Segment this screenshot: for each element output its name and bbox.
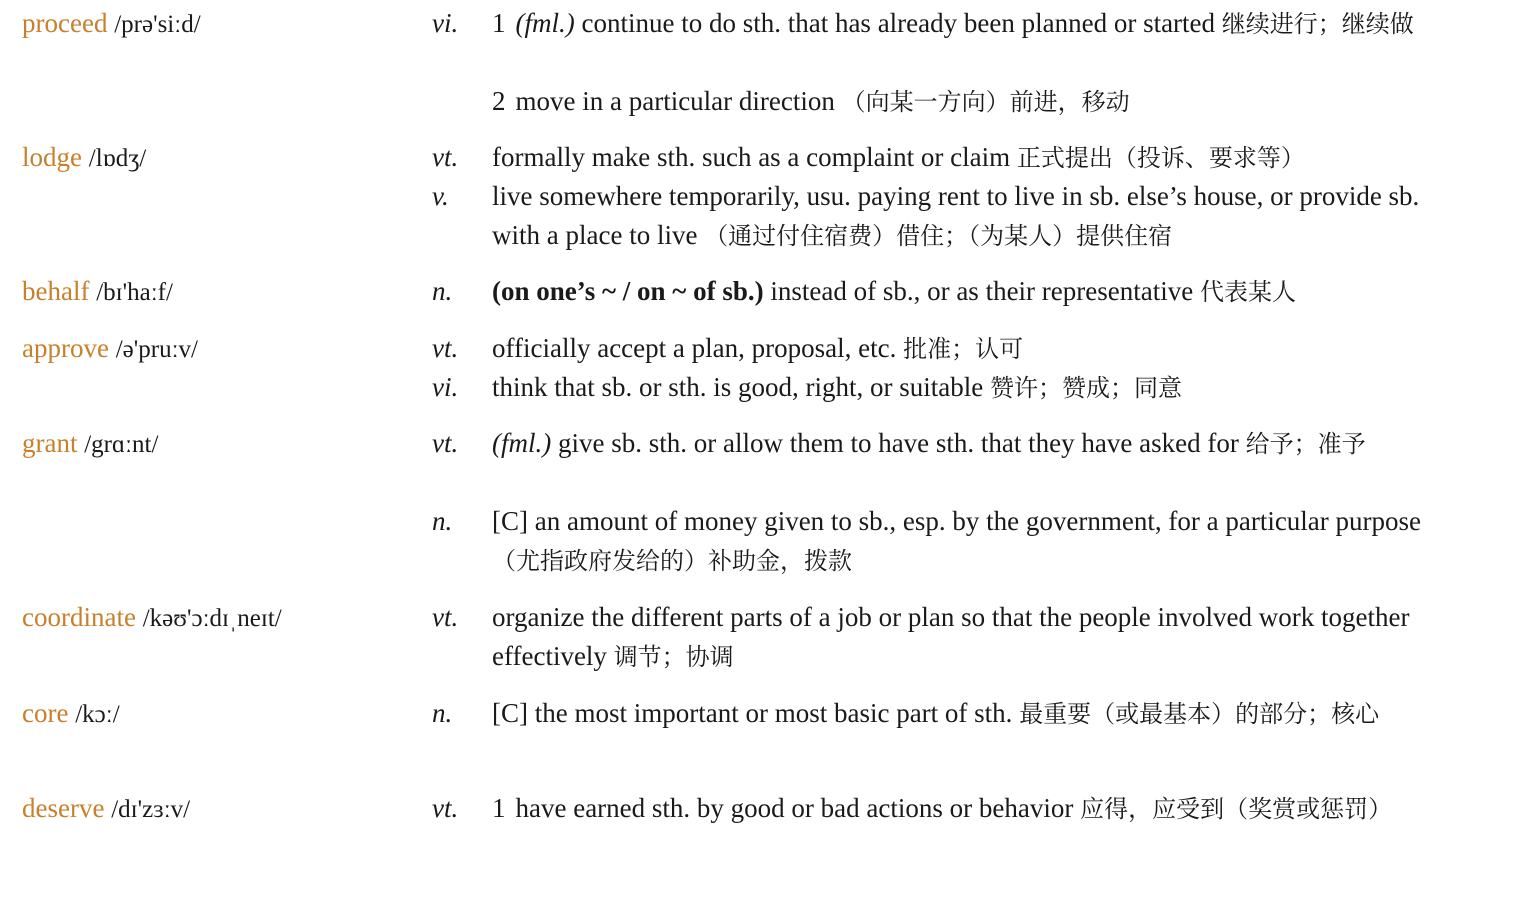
- definition-text: move in a particular direction: [515, 86, 842, 116]
- sense-number: 1: [492, 793, 506, 823]
- definition-text: instead of sb., or as their representative: [763, 276, 1200, 306]
- part-of-speech: vt.: [432, 793, 459, 823]
- chinese-gloss: 给予；准予: [1245, 430, 1366, 458]
- phonetic: /lɒdʒ/: [88, 145, 147, 172]
- definition-text: organize the different parts of a job or plan so that the people involved work together effectively: [492, 602, 1410, 671]
- headword-line: [22, 138, 146, 178]
- definition-text: give sb. sth. or allow them to have sth. that they have asked for: [551, 428, 1246, 458]
- definition: [492, 82, 1457, 122]
- chinese-gloss: 正式提出（投诉、要求等）: [1016, 144, 1305, 172]
- usage-label: (fml.): [492, 428, 552, 458]
- definition: [492, 502, 1457, 581]
- headword: coordinate: [22, 602, 136, 632]
- definition: [492, 368, 1457, 408]
- part-of-speech: vt.: [432, 142, 459, 172]
- part-of-speech: v.: [432, 181, 449, 211]
- definition-text: have earned sth. by good or bad actions or behavior: [515, 793, 1081, 823]
- headword: proceed: [22, 8, 108, 38]
- part-of-speech: vi.: [432, 372, 459, 402]
- chinese-gloss: （向某一方向）前进，移动: [841, 88, 1130, 116]
- headword-line: [22, 329, 198, 369]
- headword-line: [22, 789, 190, 829]
- definition-text: [C] an amount of money given to sb., esp. by the government, for a particular purpose: [492, 506, 1422, 536]
- headword-line: [22, 598, 282, 638]
- part-of-speech: n.: [432, 276, 453, 306]
- part-of-speech: vt.: [432, 333, 459, 363]
- definition-text: officially accept a plan, proposal, etc.: [492, 333, 904, 363]
- part-of-speech: vt.: [432, 602, 459, 632]
- chinese-gloss: 应得，应受到（奖赏或惩罚）: [1080, 795, 1393, 823]
- sense-number: 2: [492, 86, 506, 116]
- chinese-gloss: （通过付住宿费）借住；（为某人）提供住宿: [704, 222, 1173, 250]
- definition-text: think that sb. or sth. is good, right, or suitable: [492, 372, 990, 402]
- definition: [492, 424, 1457, 464]
- chinese-gloss: 调节；协调: [613, 643, 734, 671]
- phonetic: /grɑːnt/: [84, 431, 159, 458]
- phonetic: /kəʊ'ɔːdɪˌneɪt/: [142, 605, 282, 632]
- definition-text: [C] the most important or most basic part of sth.: [492, 698, 1020, 728]
- part-of-speech: vt.: [432, 428, 459, 458]
- headword-line: [22, 4, 201, 44]
- definition: [492, 4, 1457, 44]
- chinese-gloss: 代表某人: [1199, 278, 1296, 306]
- definition: [492, 789, 1457, 829]
- definition-text: formally make sth. such as a complaint or claim: [492, 142, 1017, 172]
- definition: [492, 272, 1457, 312]
- usage-label: (fml.): [515, 8, 575, 38]
- definition: [492, 598, 1457, 677]
- part-of-speech: vi.: [432, 8, 459, 38]
- headword-line: [22, 694, 120, 734]
- headword: lodge: [22, 142, 82, 172]
- definition: [492, 329, 1457, 369]
- chinese-gloss: 最重要（或最基本）的部分；核心: [1019, 700, 1380, 728]
- headword: core: [22, 698, 69, 728]
- headword-line: [22, 272, 173, 312]
- chinese-gloss: 批准；认可: [903, 335, 1024, 363]
- phonetic: /kɔː/: [75, 701, 120, 728]
- phonetic: /prə'siːd/: [114, 11, 201, 38]
- definition-text: live somewhere temporarily, usu. paying rent to live in sb. else’s house, or provide sb. with a place to live: [492, 181, 1420, 250]
- chinese-gloss: 继续进行；继续做: [1221, 10, 1414, 38]
- definition: [492, 694, 1457, 734]
- phonetic: /dɪ'zɜːv/: [111, 796, 191, 823]
- headword: deserve: [22, 793, 105, 823]
- chinese-gloss: （尤指政府发给的）补助金，拨款: [492, 547, 852, 575]
- chinese-gloss: 赞许；赞成；同意: [989, 374, 1182, 402]
- headword: grant: [22, 428, 78, 458]
- definition-text: continue to do sth. that has already been planned or started: [574, 8, 1222, 38]
- headword: approve: [22, 333, 109, 363]
- definition: [492, 177, 1457, 256]
- part-of-speech: n.: [432, 698, 453, 728]
- headword: behalf: [22, 276, 90, 306]
- definition: [492, 138, 1457, 178]
- phonetic: /ə'pruːv/: [115, 336, 198, 363]
- part-of-speech: n.: [432, 506, 453, 536]
- phonetic: /bɪ'haːf/: [96, 279, 173, 306]
- usage-pattern: (on one’s ~ / on ~ of sb.): [492, 276, 764, 306]
- headword-line: [22, 424, 158, 464]
- sense-number: 1: [492, 8, 506, 38]
